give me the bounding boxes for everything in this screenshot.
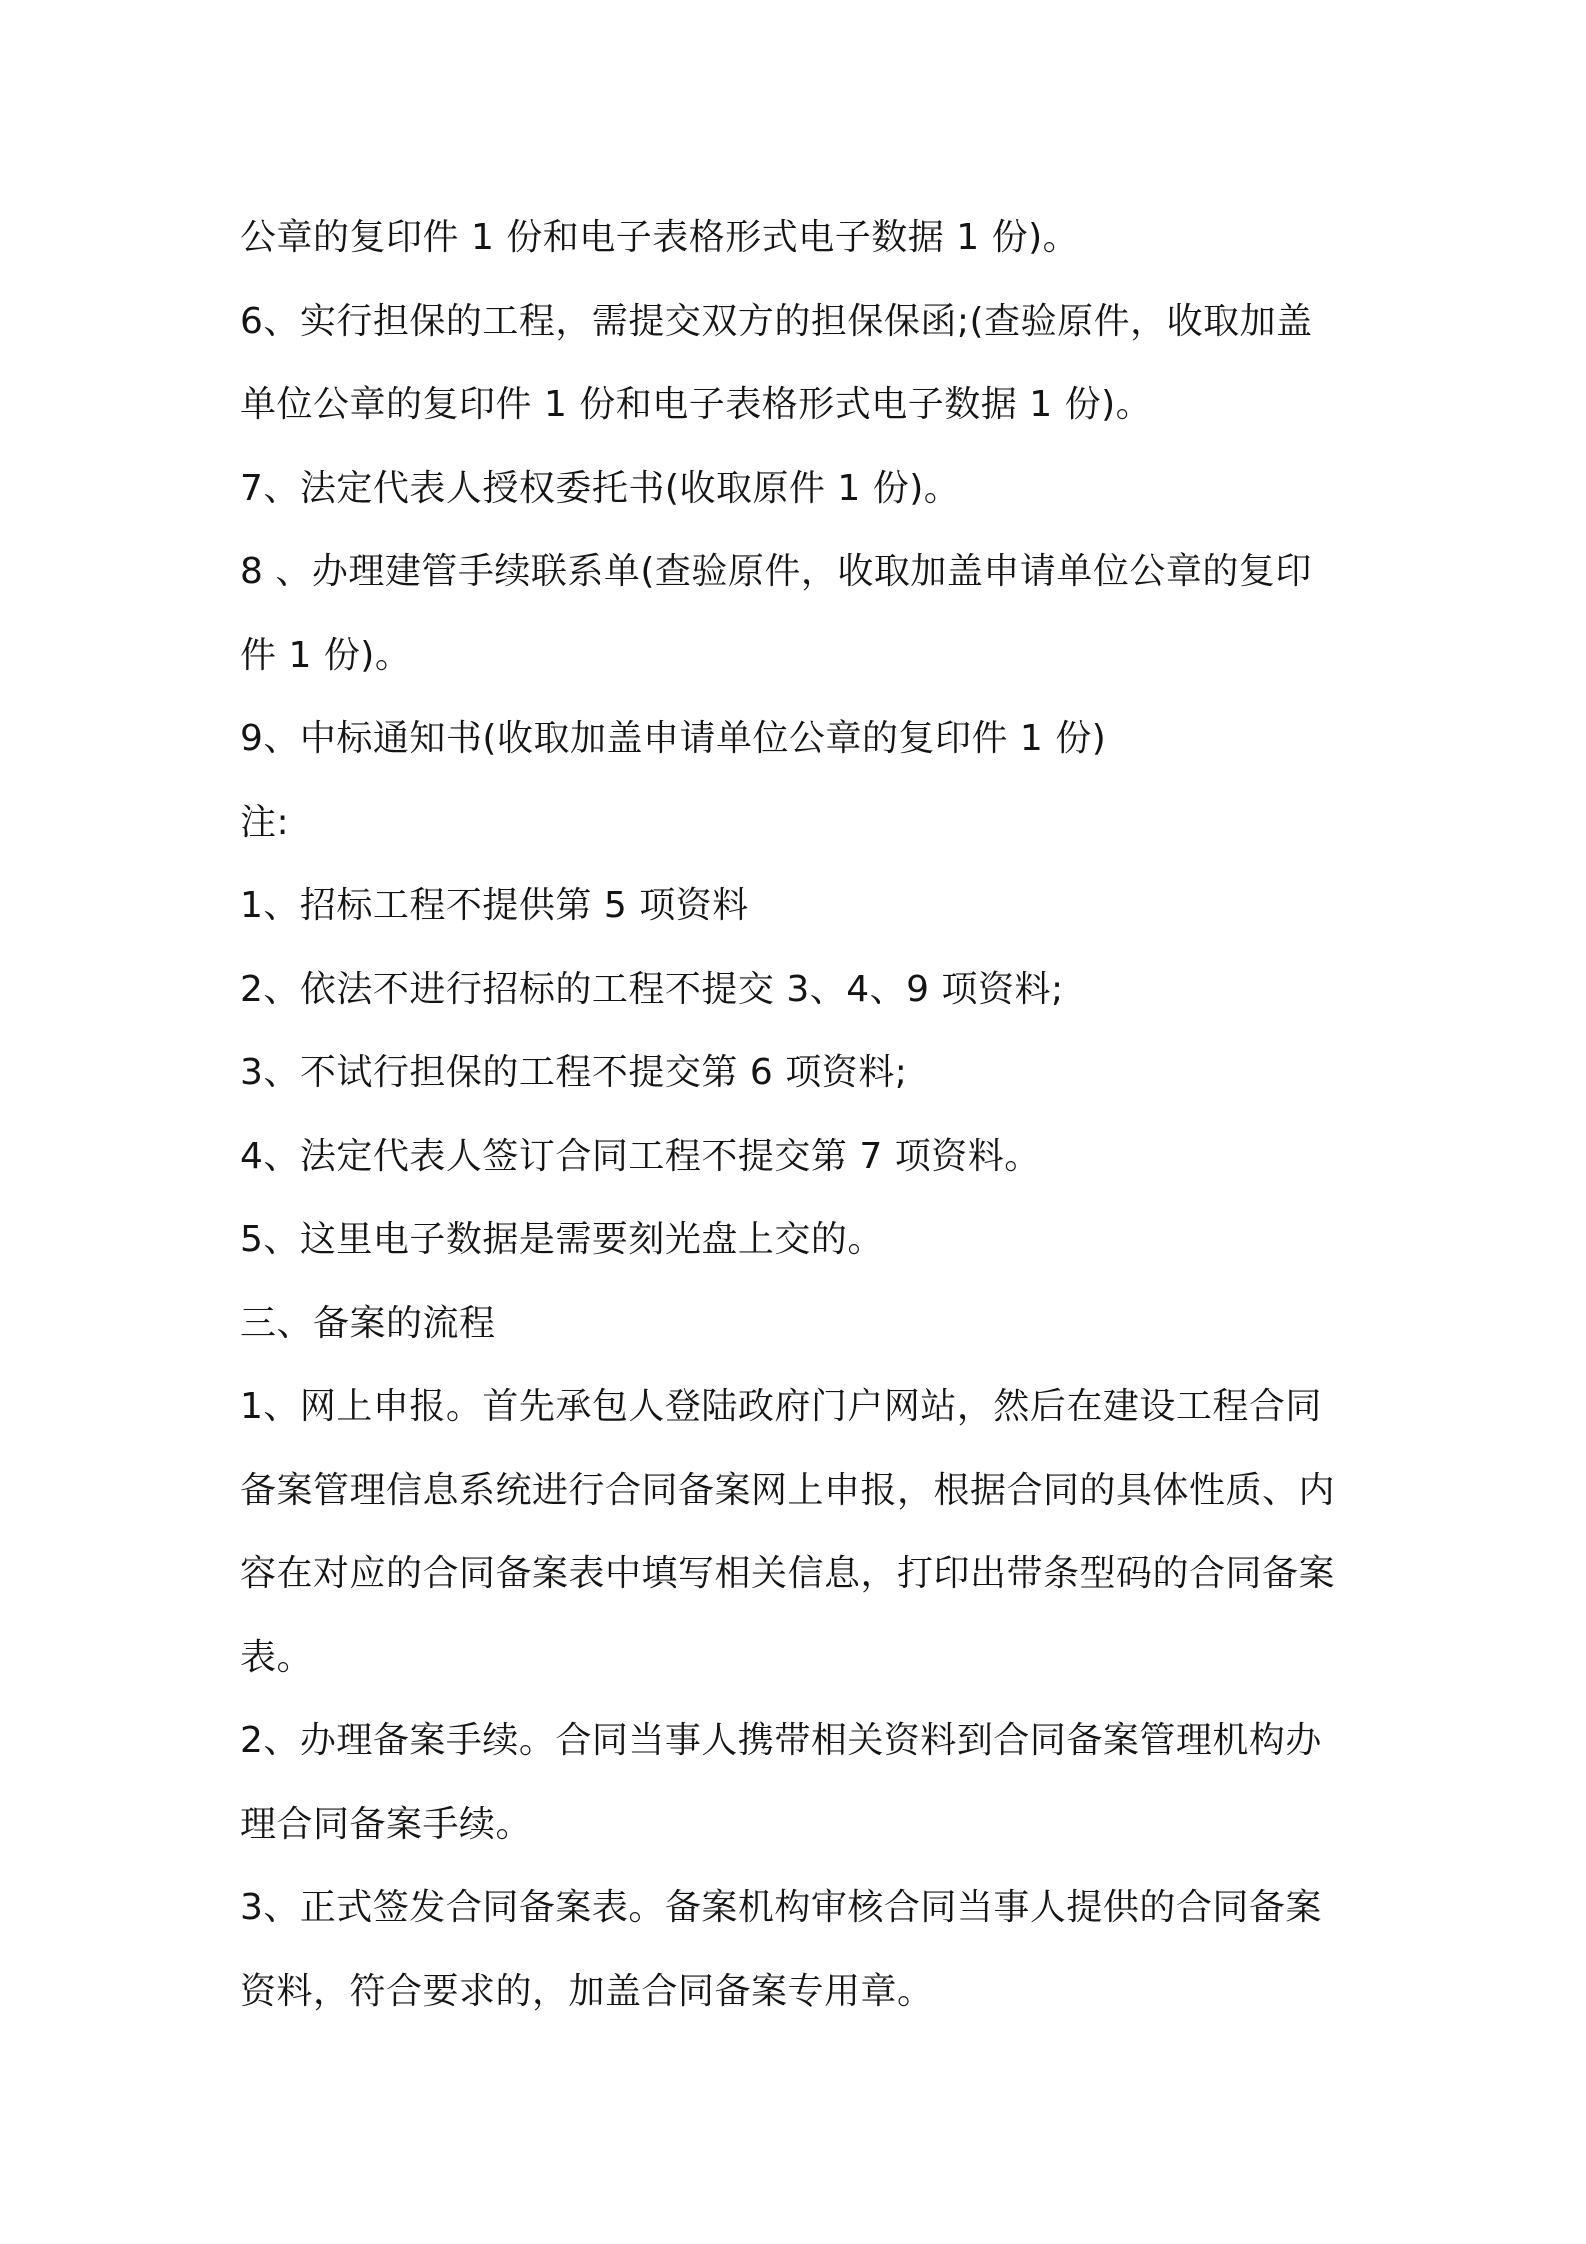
- text-line-1: 公章的复印件 1 份和电子表格形式电子数据 1 份)。: [240, 217, 1080, 258]
- process-step-1-line-2: 备案管理信息系统进行合同备案网上申报，根据合同的具体性质、内: [240, 1469, 1336, 1511]
- text-line-4: 7、法定代表人授权委托书(收取原件 1 份)。: [240, 467, 961, 509]
- note-item-1: 1、招标工程不提供第 5 项资料: [240, 885, 749, 926]
- process-step-2-line-2: 理合同备案手续。: [240, 1803, 533, 1845]
- note-item-2: 2、依法不进行招标的工程不提交 3、4、9 项资料;: [240, 968, 1064, 1010]
- process-step-1-line-1: 1、网上申报。首先承包人登陆政府门户网站，然后在建设工程合同: [240, 1386, 1322, 1427]
- text-line-3: 单位公章的复印件 1 份和电子表格形式电子数据 1 份)。: [240, 384, 1153, 425]
- process-step-1-line-3: 容在对应的合同备案表中填写相关信息，打印出带条型码的合同备案: [240, 1553, 1336, 1594]
- note-heading: 注:: [240, 801, 290, 843]
- text-line-2: 6、实行担保的工程，需提交双方的担保保函;(查验原件，收取加盖: [240, 300, 1313, 342]
- note-item-5: 5、这里电子数据是需要刻光盘上交的。: [240, 1219, 884, 1260]
- text-line-6: 件 1 份)。: [240, 634, 412, 676]
- text-line-5: 8 、办理建管手续联系单(查验原件，收取加盖申请单位公章的复印: [240, 551, 1312, 592]
- document-body: [240, 196, 1360, 2033]
- text-line-7: 9、中标通知书(收取加盖申请单位公章的复印件 1 份): [240, 718, 1107, 759]
- process-step-3-line-1: 3、正式签发合同备案表。备案机构审核合同当事人提供的合同备案: [240, 1887, 1322, 1928]
- note-item-3: 3、不试行担保的工程不提交第 6 项资料;: [240, 1052, 908, 1093]
- process-step-1-line-4: 表。: [240, 1636, 314, 1678]
- process-step-3-line-2: 资料，符合要求的，加盖合同备案专用章。: [240, 1970, 934, 2012]
- process-step-2-line-1: 2、办理备案手续。合同当事人携带相关资料到合同备案管理机构办: [240, 1720, 1322, 1761]
- section-heading: 三、备案的流程: [240, 1302, 496, 1344]
- note-item-4: 4、法定代表人签订合同工程不提交第 7 项资料。: [240, 1135, 1041, 1177]
